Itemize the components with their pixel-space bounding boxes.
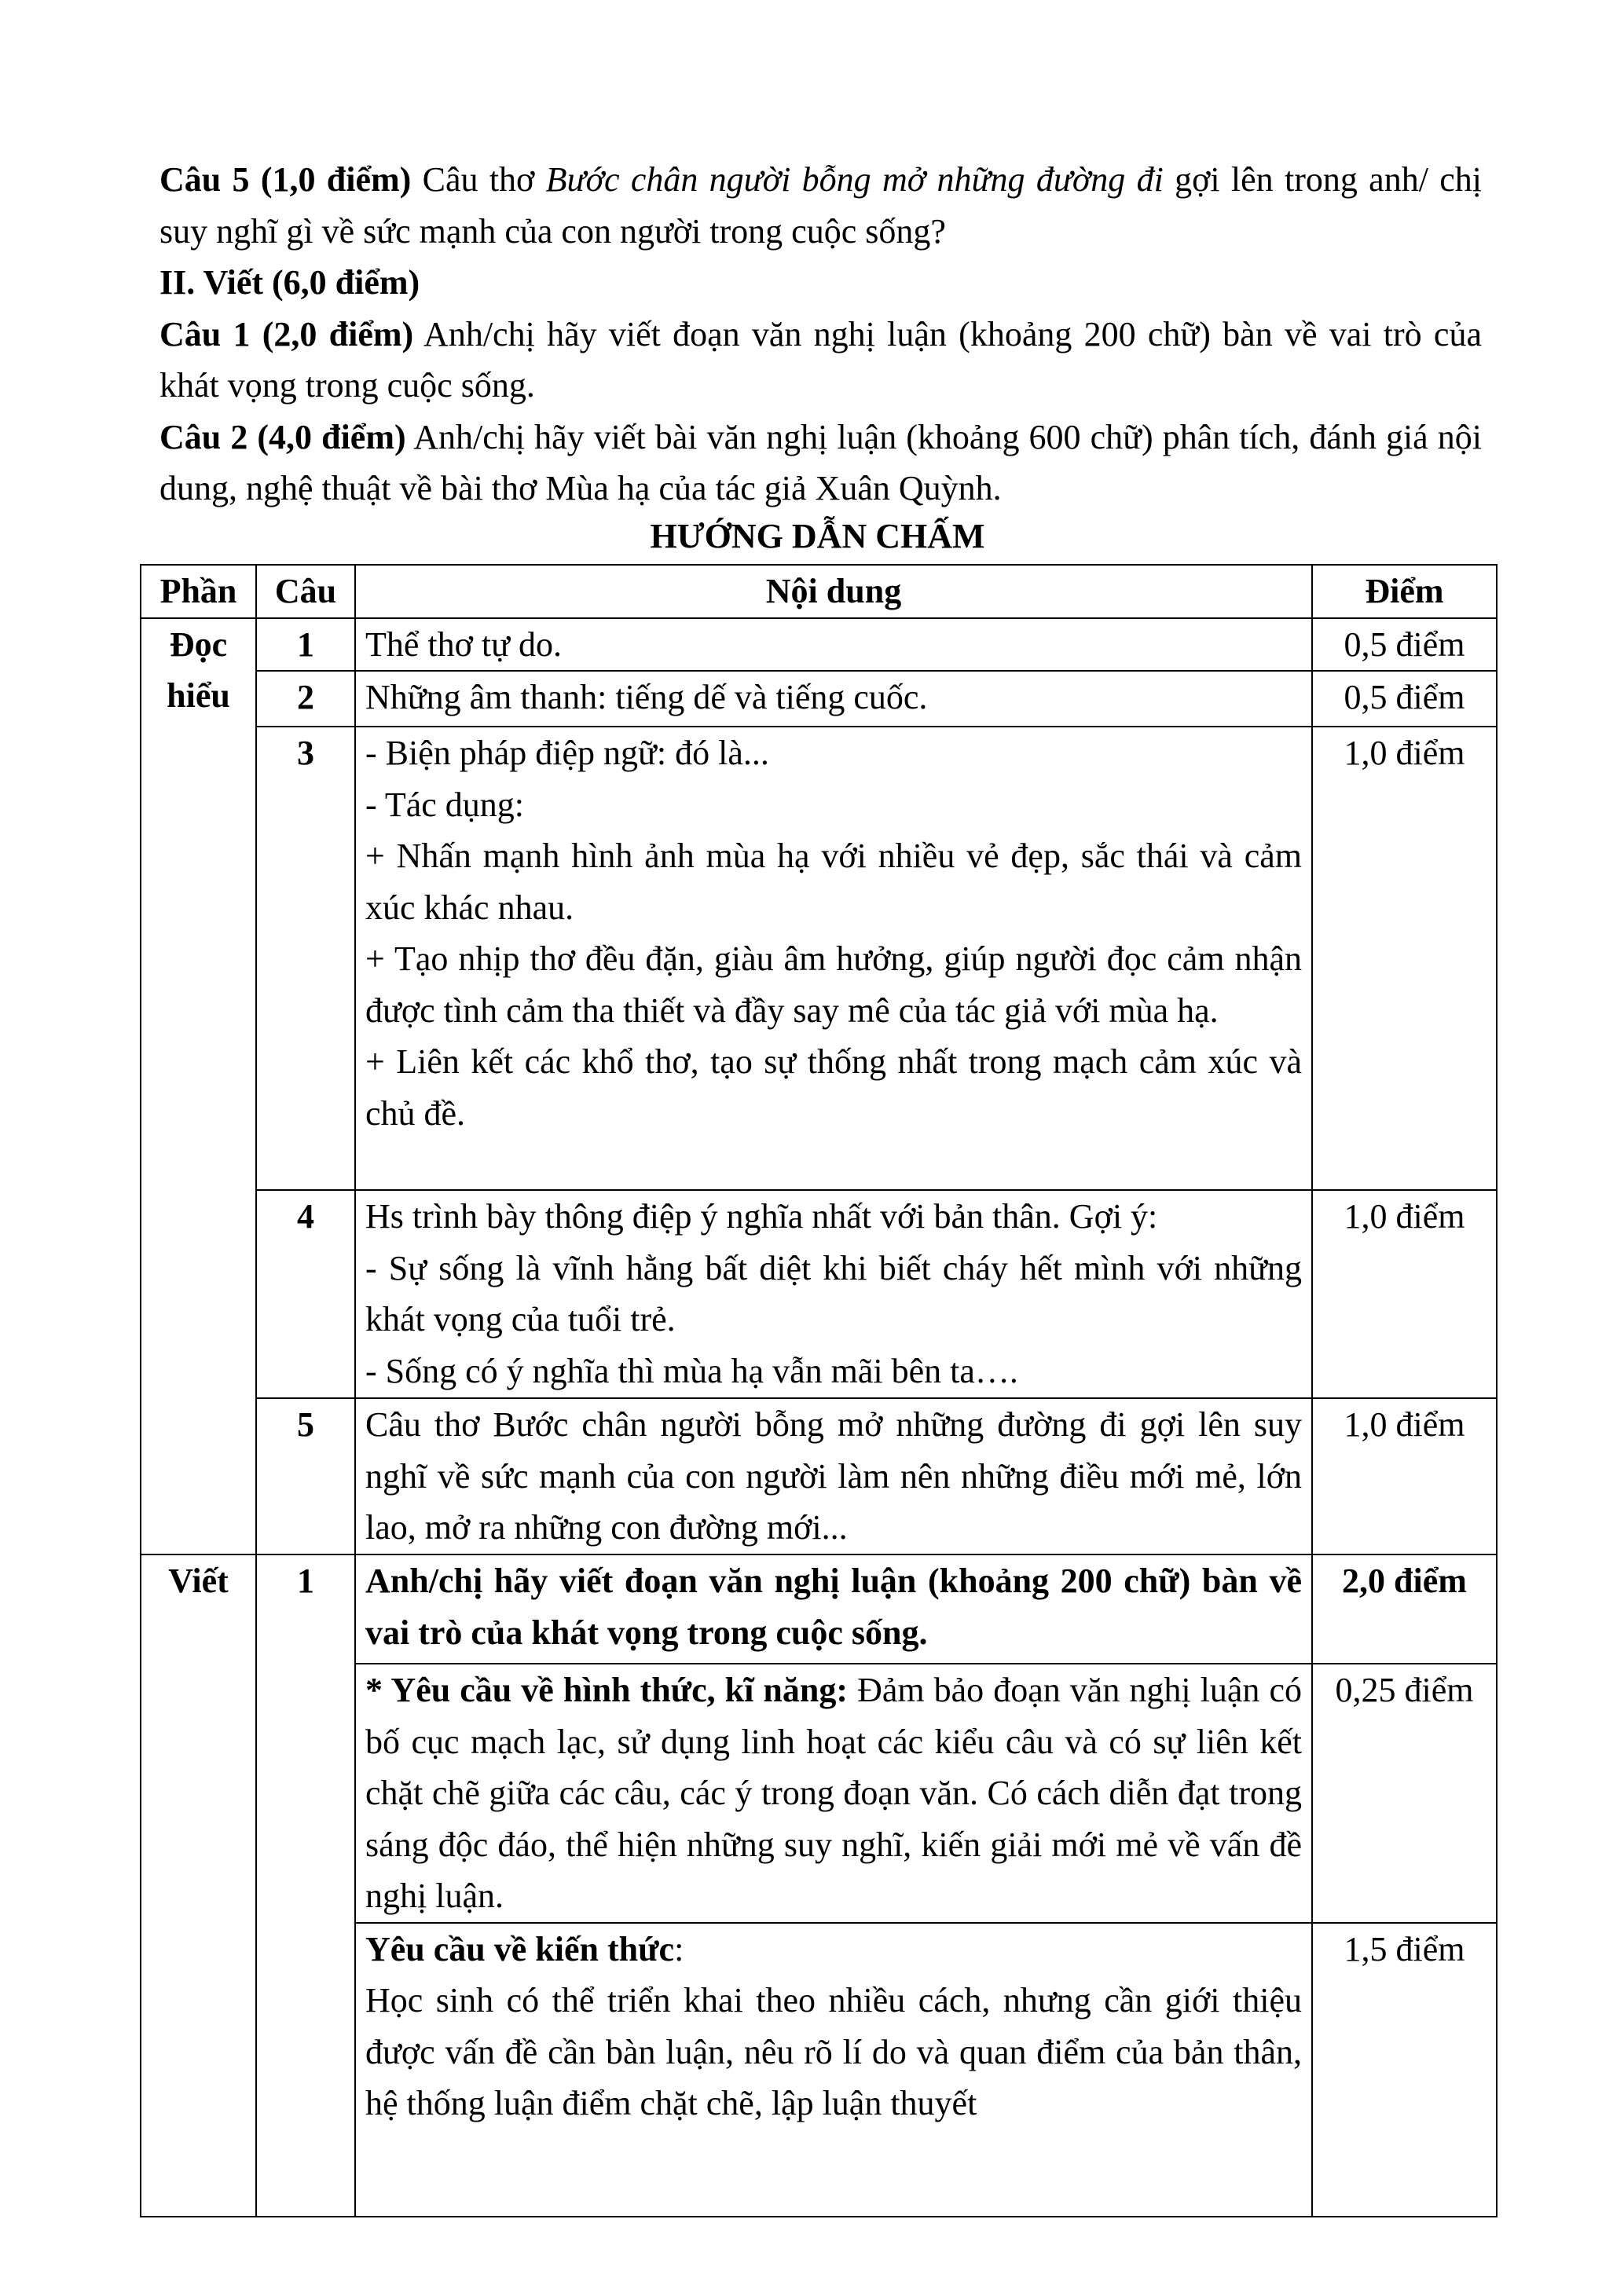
header-phan: Phần xyxy=(141,565,256,618)
table-row xyxy=(141,1398,1497,1554)
section-doc-hieu: Đọc hiểu xyxy=(141,618,256,1555)
content-cell xyxy=(355,1398,1312,1554)
header-noi-dung: Nội dung xyxy=(355,565,1312,618)
content-cell xyxy=(355,1923,1312,2217)
header-diem: Điểm xyxy=(1312,565,1497,618)
table-row xyxy=(141,1554,1497,1664)
content-line: - Sự sống là vĩnh hằng bất diệt khi biết cháy hết mình với những khát vọng của tuổi trẻ. xyxy=(365,1248,1302,1338)
q5-quote: Bước chân người bỗng mở những đường đi xyxy=(545,160,1164,199)
content-line: - Sống có ý nghĩa thì mùa hạ vẫn mãi bên ta…. xyxy=(365,1351,1018,1390)
content-cell xyxy=(355,1664,1312,1923)
content-cell: Thể thơ tự do. xyxy=(355,618,1312,672)
cau-number: 2 xyxy=(256,671,355,727)
content-line: + Nhấn mạnh hình ảnh mùa hạ với nhiều vẻ đẹp, sắc thái và cảm xúc khác nhau. xyxy=(365,837,1302,927)
cau-number: 5 xyxy=(256,1398,355,1554)
points-cell: 2,0 điểm xyxy=(1312,1554,1497,1664)
table-row xyxy=(141,671,1497,727)
q5-pre: Câu thơ xyxy=(411,160,546,199)
requirement-text: Đảm bảo đoạn văn nghị luận có bố cục mạch lạc, sử dụng linh hoạt các kiểu câu và có sự liên kết chặt chẽ giữa các câu, các ý trong đoạn văn. Có cách diễn đạt trong sáng độc đáo, thể hiện những suy nghĩ, kiến giải mới mẻ về vấn đề nghị luận. xyxy=(365,1671,1303,1915)
points-cell: 0,5 điểm xyxy=(1312,671,1497,727)
content-line: - Tác dụng: xyxy=(365,785,525,824)
content-line: Hs trình bày thông điệp ý nghĩa nhất với bản thân. Gợi ý: xyxy=(365,1197,1158,1236)
content-line: + Tạo nhịp thơ đều đặn, giàu âm hưởng, giúp người đọc cảm nhận được tình cảm tha thiết và đầy say mê của tác giả với mùa hạ. xyxy=(365,939,1302,1030)
table-row xyxy=(141,1190,1497,1398)
content-cell: Những âm thanh: tiếng dế và tiếng cuốc. xyxy=(355,671,1312,727)
grading-guide-title: HƯỚNG DẪN CHẤM xyxy=(650,517,985,555)
writing-question-1 xyxy=(159,309,1482,412)
points-cell: 1,0 điểm xyxy=(1312,727,1497,1190)
content-line: + Liên kết các khổ thơ, tạo sự thống nhất trong mạch cảm xúc và chủ đề. xyxy=(365,1042,1302,1133)
colon: : xyxy=(674,1929,684,1968)
cau-number: 3 xyxy=(256,727,355,1190)
question-5 xyxy=(159,154,1482,257)
cau-number: 4 xyxy=(256,1190,355,1398)
cau-number: 1 xyxy=(256,1554,355,2217)
content-cell xyxy=(355,1554,1312,1664)
content-cell xyxy=(355,1190,1312,1398)
w2-text: Anh/chị hãy viết bài văn nghị luận (khoảng 600 chữ) phân tích, đánh giá nội dung, nghệ thuật về bài thơ Mùa hạ của tác giả Xuân Quỳnh. xyxy=(159,417,1482,507)
content-line: - Biện pháp điệp ngữ: đó là... xyxy=(365,734,769,772)
requirement-label: * Yêu cầu về hình thức, kĩ năng: xyxy=(365,1671,849,1709)
content-line: Anh/chị hãy viết đoạn văn nghị luận (khoảng 200 chữ) bàn về vai trò của khát vọng trong cuộc sống. xyxy=(365,1562,1302,1652)
w1-label: Câu 1 (2,0 điểm) xyxy=(159,314,414,353)
points-cell: 1,0 điểm xyxy=(1312,1398,1497,1554)
w2-label: Câu 2 (4,0 điểm) xyxy=(159,417,406,456)
points-cell: 1,5 điểm xyxy=(1312,1923,1497,2217)
table-row xyxy=(141,618,1497,672)
section-heading: II. Viết (6,0 điểm) xyxy=(159,263,420,302)
exam-questions xyxy=(159,154,1482,514)
writing-question-2 xyxy=(159,412,1482,514)
requirement-text: Học sinh có thể triển khai theo nhiều cách, nhưng cần giới thiệu được vấn đề cần bàn luận, nêu rõ lí do và quan điểm của bản thân, hệ thống luận điểm chặt chẽ, lập luận thuyết xyxy=(365,1981,1302,2122)
grading-table xyxy=(140,564,1498,2217)
content-line: Câu thơ Bước chân người bỗng mở những đường đi gợi lên suy nghĩ về sức mạnh của con người làm nên những điều mới mẻ, lớn lao, mở ra những con đường mới... xyxy=(365,1405,1302,1547)
cau-number: 1 xyxy=(256,618,355,672)
points-cell: 0,5 điểm xyxy=(1312,618,1497,672)
table-row xyxy=(141,727,1497,1190)
points-cell: 1,0 điểm xyxy=(1312,1190,1497,1398)
content-cell xyxy=(355,727,1312,1190)
w1-text: Anh/chị hãy viết đoạn văn nghị luận (khoảng 200 chữ) bàn về vai trò của khát vọng trong cuộc sống. xyxy=(159,314,1482,405)
q5-label: Câu 5 (1,0 điểm) xyxy=(159,160,412,199)
q5-post: gợi lên trong anh/ chị suy nghĩ gì về sức mạnh của con người trong cuộc sống? xyxy=(159,160,1482,251)
section-viet: Viết xyxy=(141,1554,256,2217)
table-header xyxy=(141,565,1497,618)
points-cell: 0,25 điểm xyxy=(1312,1664,1497,1923)
requirement-label: Yêu cầu về kiến thức xyxy=(365,1929,675,1968)
header-cau: Câu xyxy=(256,565,355,618)
